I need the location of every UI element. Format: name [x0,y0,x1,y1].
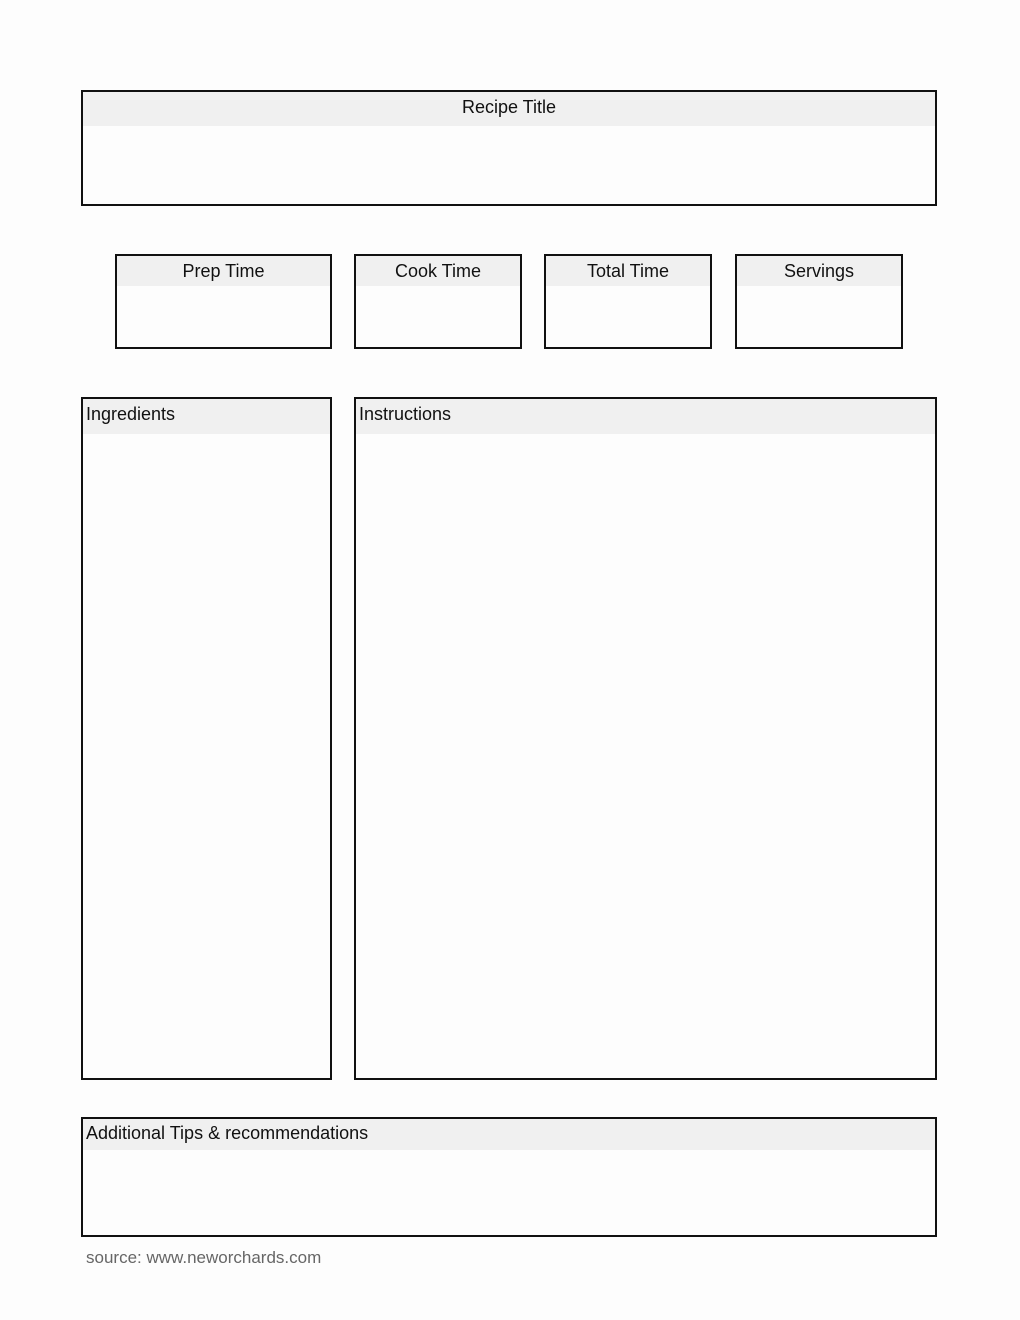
prep-time-box [115,254,332,349]
instructions-label: Instructions [356,399,935,434]
servings-box [735,254,903,349]
recipe-title-label: Recipe Title [83,92,935,126]
tips-box [81,1117,937,1237]
source-note: source: www.neworchards.com [86,1248,322,1267]
prep-time-label: Prep Time [117,256,330,286]
ingredients-box [81,397,332,1080]
total-time-label: Total Time [546,256,710,286]
tips-label: Additional Tips & recommendations [83,1119,935,1150]
cook-time-label: Cook Time [356,256,520,286]
instructions-box [354,397,937,1080]
cook-time-box [354,254,522,349]
recipe-title-box [81,90,937,206]
servings-label: Servings [737,256,901,286]
total-time-box [544,254,712,349]
ingredients-label: Ingredients [83,399,330,434]
